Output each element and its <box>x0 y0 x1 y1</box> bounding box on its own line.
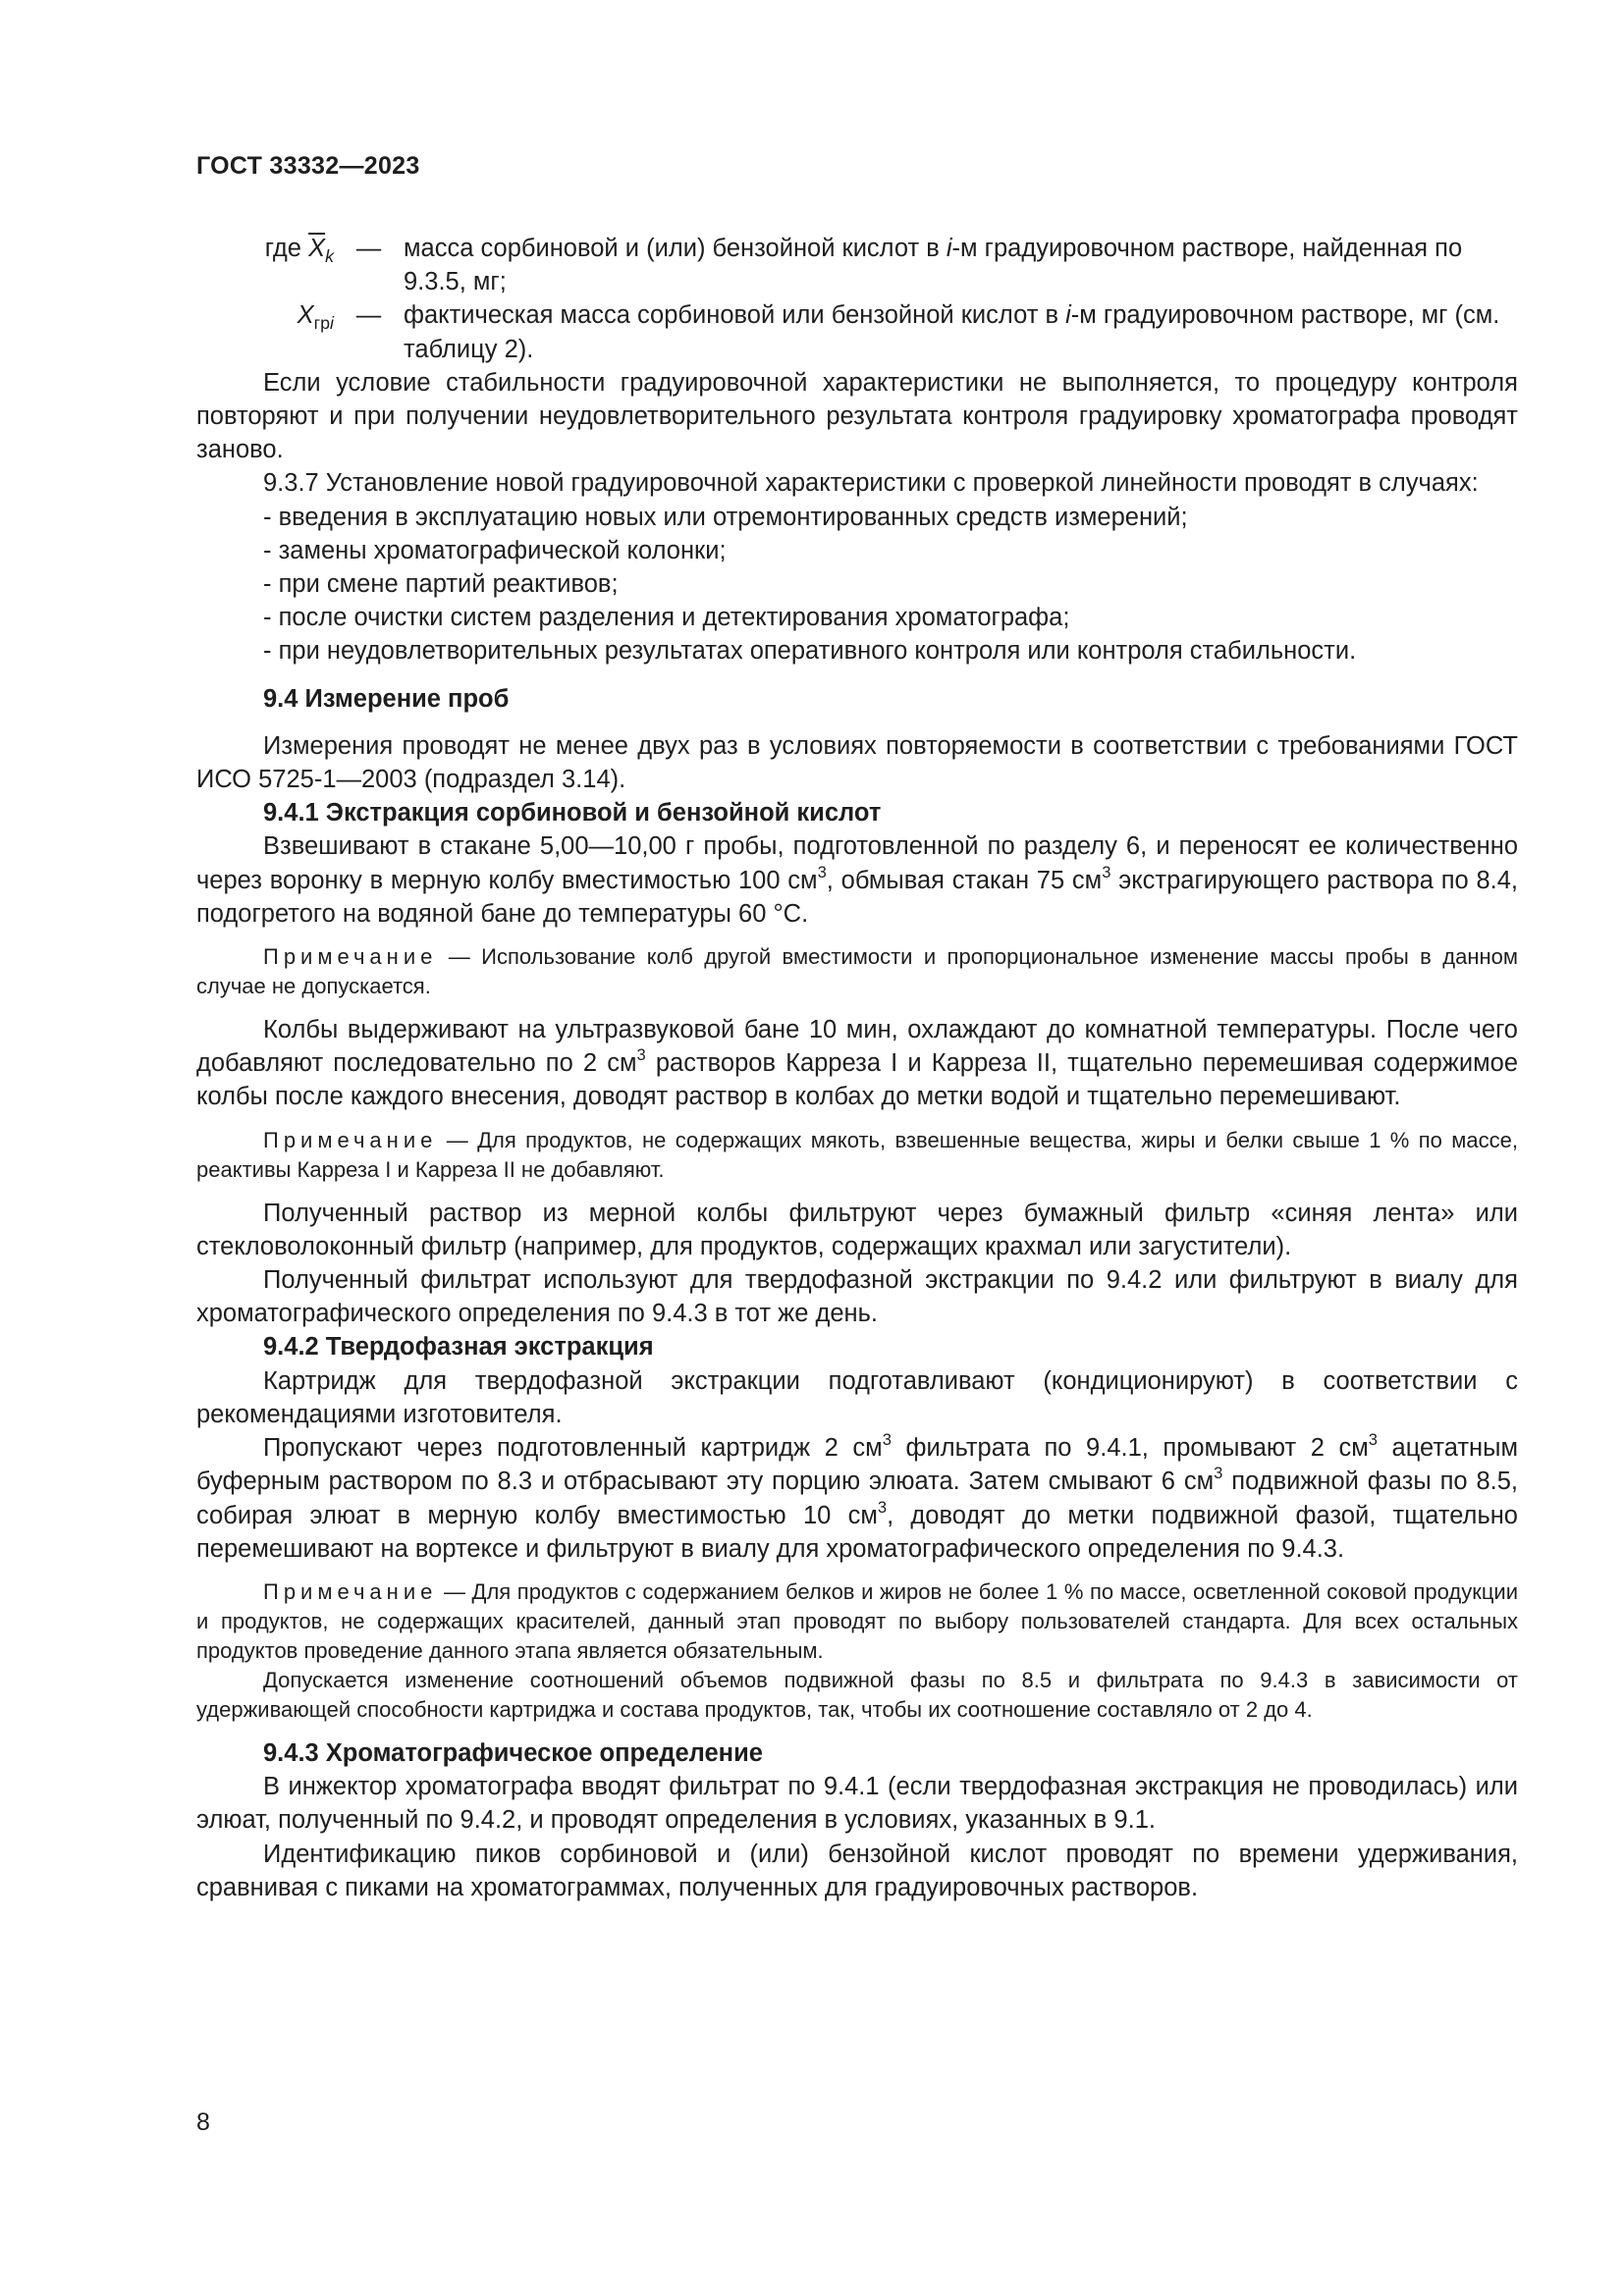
list-item: - замены хроматографической колонки; <box>263 536 727 564</box>
conditions-list <box>196 501 1518 668</box>
paragraph: Если условие стабильности градуировочной характеристики не выполняется, то процедуру контроля повторяют и при получении неудовлетворительного результата контроля градуировку хроматографа проводят заново. <box>196 368 1518 464</box>
document-header: ГОСТ 33332—2023 <box>196 152 420 180</box>
definition-symbol: где $\overline{X}_k$ <box>264 235 334 267</box>
paragraph: Картридж для твердофазной экстракции подготавливают (кондиционируют) в соответствии с рекомендациями изготовителя. <box>196 1366 1518 1428</box>
paragraph: Полученный раствор из мерной колбы фильтруют через бумажный фильтр «синяя лента» или стекловолоконный фильтр (например, для продуктов, содержащих крахмал или загустители). <box>196 1199 1518 1260</box>
paragraph: 9.3.7 Установление новой градуировочной характеристики с проверкой линейности проводят в случаях: <box>263 469 1479 498</box>
list-item: - введения в эксплуатацию новых или отремонтированных средств измерений; <box>263 503 1188 531</box>
page-number: 8 <box>196 2109 210 2136</box>
note: Примечание — Для продуктов с содержанием белков и жиров не более 1 % по массе, осветленной соковой продукции и продуктов, не содержащих красителей, данный этап проводят по выбору пользователей стандарта. Для всех остальных продуктов проведение данного этапа является обязательным. <box>196 1578 1518 1663</box>
paragraph: Взвешивают в стакане 5,00—10,00 г пробы, подготовленной по разделу 6, и переносят ее количественно через воронку в мерную колбу вместимостью 100 $см^3$, обмывая стакан 75 $см^3$ экстрагирующего раствора по 8.4, подогретого на водяной бане до температуры 60 °С. <box>196 832 1518 928</box>
section-heading: 9.4.2 Твердофазная экстракция <box>263 1333 654 1362</box>
paragraph: Полученный фильтрат используют для твердофазной экстракции по 9.4.2 или фильтруют в виалу для хроматографического определения по 9.4.3 в тот же день. <box>196 1266 1518 1328</box>
list-item: - при смене партий реактивов; <box>263 570 619 599</box>
document-body <box>196 232 1518 1904</box>
list-item: - при неудовлетворительных результатах оперативного контроля или контроля стабильности. <box>263 637 1357 666</box>
definition-text: масса сорбиновой и (или) бензойной кислот в i-м градуировочном растворе, найденная по 9.3.5, мг; <box>404 235 1463 296</box>
paragraph: Пропускают через подготовленный картридж 2 $см^3$ фильтрата по 9.4.1, промывают 2 $см^3$ ацетатным буферным раствором по 8.3 и отбрасывают эту порцию элюата. Затем смывают 6 $см^3$ подвижной фазы по 8.5, собирая элюат в мерную колбу вместимостью 10 $см^3$, доводят до метки подвижной фазой, тщательно перемешивают на вортексе и фильтруют в виалу для хроматографического определения по 9.4.3. <box>196 1430 1518 1563</box>
definition-text: фактическая масса сорбиновой или бензойной кислот в i-м градуировочном растворе, мг (см. таблицу 2). <box>404 301 1500 363</box>
paragraph: Измерения проводят не менее двух раз в условиях повторяемости в соответствии с требованиями ГОСТ ИСО 5725-1—2003 (подраздел 3.14). <box>196 731 1518 794</box>
note-continuation: Допускается изменение соотношений объемов подвижной фазы по 8.5 и фильтрата по 9.4.3 в зависимости от удерживающей способности картриджа и состава продуктов, так, чтобы их соотношение составляло от 2 до 4. <box>196 1667 1518 1722</box>
paragraph: Идентификацию пиков сорбиновой и (или) бензойной кислот проводят по времени удерживания, сравнивая с пиками на хроматограммах, полученных для градуировочных растворов. <box>196 1840 1518 1901</box>
section-heading: 9.4.3 Хроматографическое определение <box>263 1738 763 1767</box>
definition-xgr: $X_{грi}$ — фактическая масса сорбиновой или бензойной кислот в i-м градуировочном растворе, мг (см. таблицу 2). <box>196 298 1518 365</box>
note: Примечание — Для продуктов, не содержащих мякоть, взвешенные вещества, жиры и белки свыше 1 % по массе, реактивы Карреза I и Карреза II не добавляют. <box>196 1127 1518 1182</box>
paragraph: Колбы выдерживают на ультразвуковой бане 10 мин, охлаждают до комнатной температуры. После чего добавляют последовательно по 2 $см^3$ растворов Карреза I и Карреза II, тщательно перемешивая содержимое колбы после каждого внесения, доводят раствор в колбах до метки водой и тщательно перемешивают. <box>196 1016 1518 1111</box>
section-heading: 9.4 Измерение проб <box>263 684 510 713</box>
definition-xk: где $\overline{X}_k$ — масса сорбиновой и (или) бензойной кислот в i-м градуировочном растворе, найденная по 9.3.5, мг; <box>196 232 1518 298</box>
list-item: - после очистки систем разделения и детектирования хроматографа; <box>263 604 1070 632</box>
paragraph: В инжектор хроматографа вводят фильтрат по 9.4.1 (если твердофазная экстракция не проводилась) или элюат, полученный по 9.4.2, и проводят определения в условиях, указанных в 9.1. <box>196 1773 1518 1835</box>
definition-symbol: $X_{грi}$ <box>297 301 334 334</box>
note: Примечание — Использование колб другой вместимости и пропорциональное изменение массы пробы в данном случае не допускается. <box>196 944 1518 999</box>
section-heading: 9.4.1 Экстракция сорбиновой и бензойной кислот <box>263 799 882 828</box>
